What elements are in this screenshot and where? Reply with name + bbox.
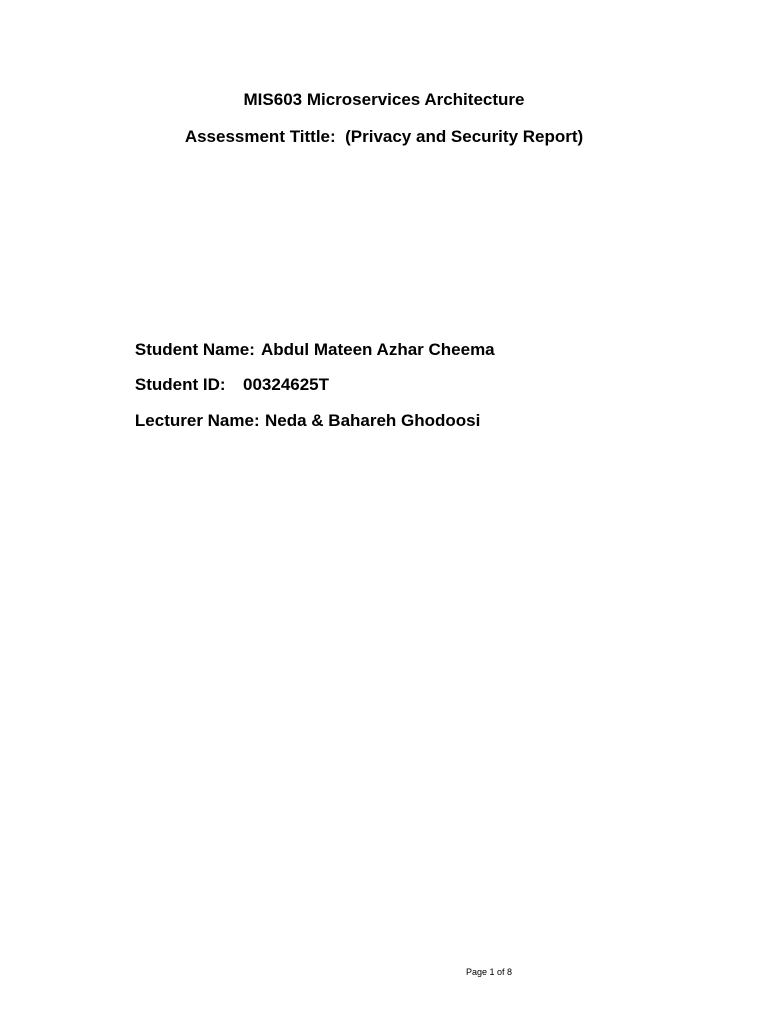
course-title: MIS603 Microservices Architecture <box>243 90 525 109</box>
student-name-label: Student Name: <box>134 340 255 359</box>
lecturer-name-value: Neda & Bahareh Ghodoosi <box>265 411 481 430</box>
student-id-value: 00324625T <box>243 375 330 394</box>
student-name-value: Abdul Mateen Azhar Cheema <box>261 340 495 359</box>
student-id-label: Student ID: <box>134 375 226 394</box>
page-number: Page 1 of 8 <box>466 967 513 977</box>
assessment-title: Assessment Tittle: (Privacy and Security Report) <box>184 127 584 146</box>
lecturer-name-label: Lecturer Name: <box>134 411 260 430</box>
lecturer-name-row <box>116 410 481 498</box>
